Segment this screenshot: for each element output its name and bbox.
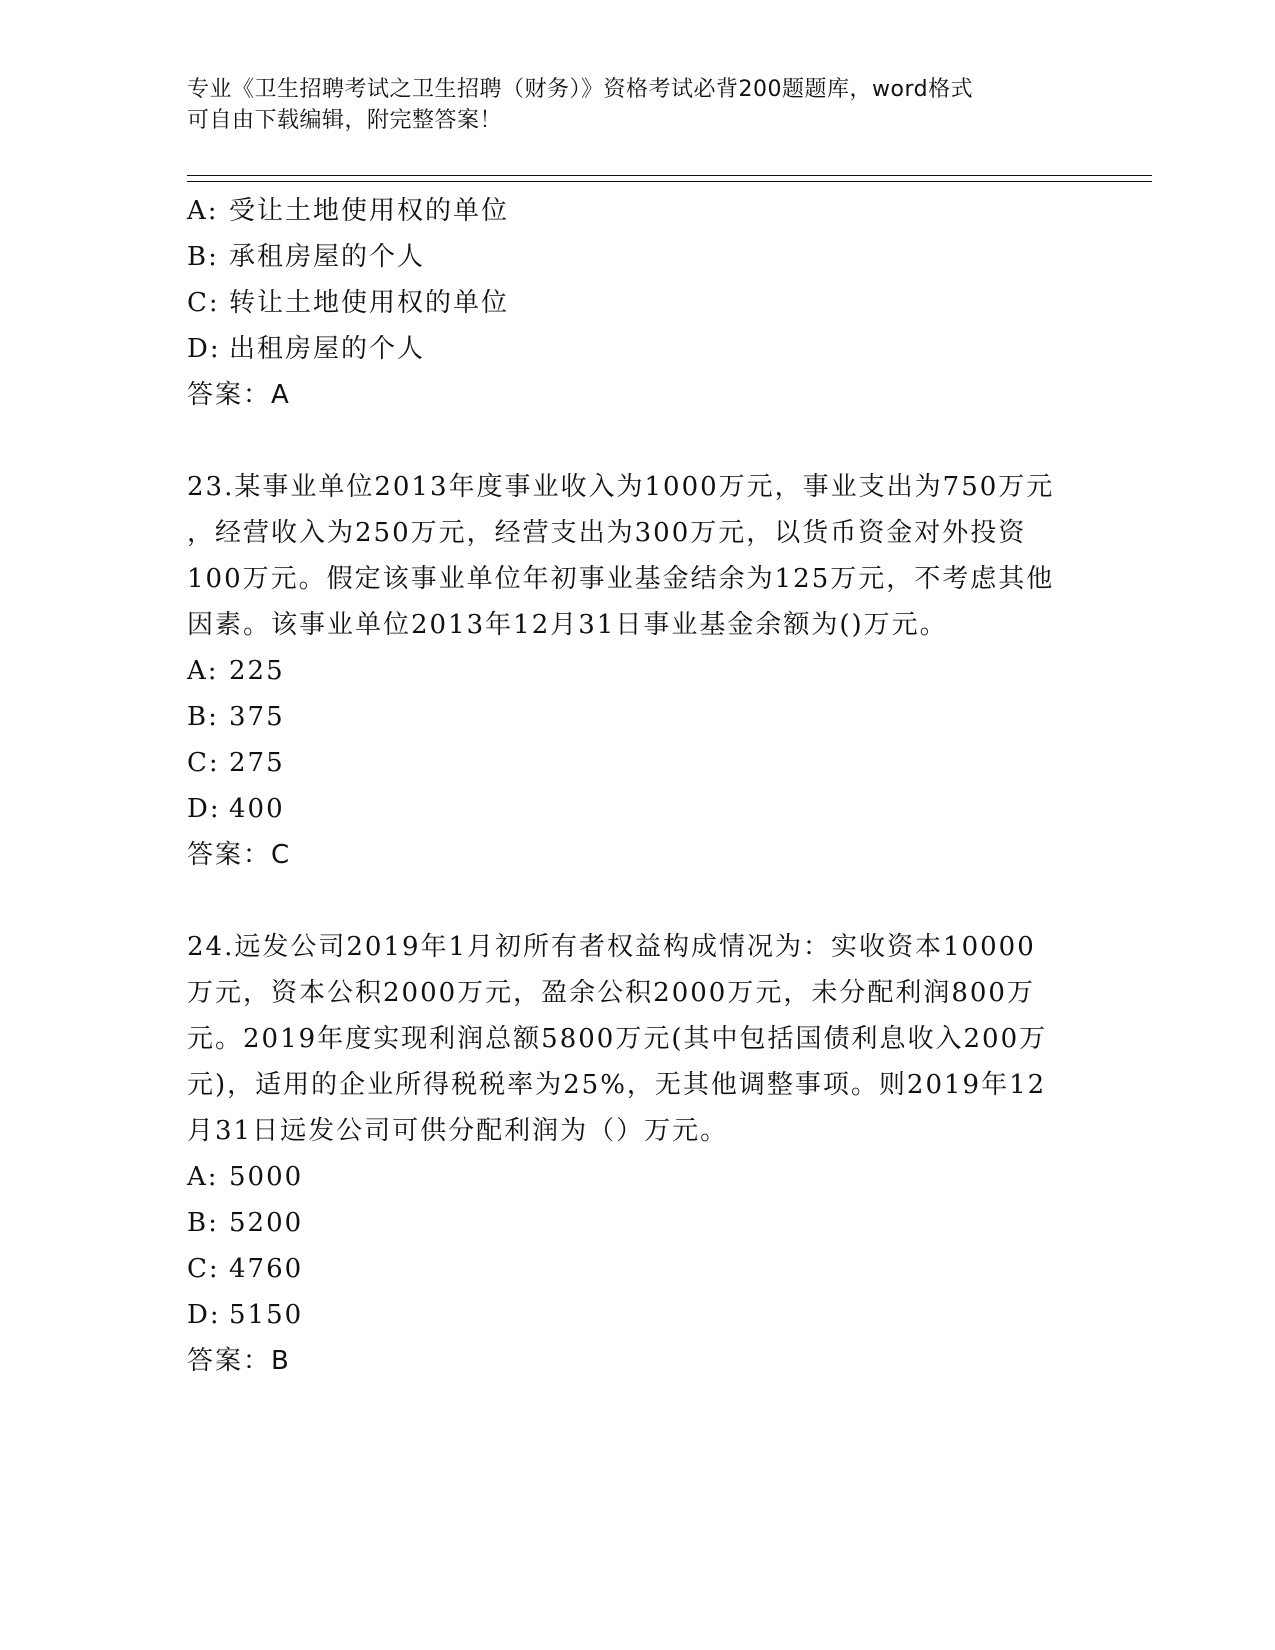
option-label: B:	[187, 242, 219, 272]
option-label: B:	[187, 1208, 219, 1238]
question-23	[187, 464, 1087, 878]
document-header	[187, 74, 1087, 136]
question-text-line: ，经营收入为250万元，经营支出为300万元，以货币资金对外投资	[187, 518, 1027, 548]
option-row	[187, 1154, 1087, 1200]
header-line-1: 专业《卫生招聘考试之卫生招聘（财务）》资格考试必背200题题库，word格式	[187, 77, 974, 102]
header-divider-bottom	[187, 181, 1152, 182]
option-row	[187, 234, 1087, 280]
option-text: 受让土地使用权的单位	[229, 196, 510, 226]
answer-line: 答案：B	[187, 1346, 291, 1376]
option-text: 转让土地使用权的单位	[229, 288, 510, 318]
answer-line: 答案：C	[187, 840, 292, 870]
option-row	[187, 786, 1087, 832]
header-line-2: 可自由下载编辑，附完整答案！	[187, 108, 503, 133]
option-label: D:	[187, 794, 221, 824]
option-label: C:	[187, 748, 220, 778]
question-text-line: 24.远发公司2019年1月初所有者权益构成情况为：实收资本10000	[187, 932, 1036, 962]
question-24	[187, 924, 1087, 1384]
question-22	[187, 188, 1087, 418]
question-text-line: 23.某事业单位2013年度事业收入为1000万元，事业支出为750万元	[187, 472, 1055, 502]
option-text: 400	[229, 794, 285, 824]
option-text: 4760	[229, 1254, 304, 1284]
option-text: 5150	[229, 1300, 304, 1330]
question-text-line: 因素。该事业单位2013年12月31日事业基金余额为()万元。	[187, 610, 948, 640]
answer-line: 答案：A	[187, 380, 291, 410]
option-text: 275	[229, 748, 285, 778]
question-body	[187, 188, 1087, 1384]
option-row	[187, 326, 1087, 372]
option-row	[187, 280, 1087, 326]
option-row	[187, 1292, 1087, 1338]
spacer	[187, 418, 1087, 464]
option-text: 5200	[229, 1208, 304, 1238]
question-text-line: 元。2019年度实现利润总额5800万元(其中包括国债利息收入200万	[187, 1024, 1048, 1054]
option-text: 承租房屋的个人	[229, 242, 426, 272]
option-row	[187, 1200, 1087, 1246]
option-label: D:	[187, 1300, 221, 1330]
option-label: A:	[187, 656, 219, 686]
question-text-line: 月31日远发公司可供分配利润为（）万元。	[187, 1116, 729, 1146]
option-label: C:	[187, 288, 220, 318]
option-label: B:	[187, 702, 219, 732]
question-text-line: 万元，资本公积2000万元，盈余公积2000万元，未分配利润800万	[187, 978, 1035, 1008]
option-row	[187, 648, 1087, 694]
option-label: D:	[187, 334, 221, 364]
option-text: 225	[229, 656, 285, 686]
option-label: A:	[187, 1162, 219, 1192]
question-text-line: 100万元。假定该事业单位年初事业基金结余为125万元，不考虑其他	[187, 564, 1055, 594]
option-label: C:	[187, 1254, 220, 1284]
option-row	[187, 740, 1087, 786]
header-divider-top	[187, 175, 1152, 176]
option-text: 出租房屋的个人	[229, 334, 426, 364]
option-row	[187, 1246, 1087, 1292]
spacer	[187, 878, 1087, 924]
option-text: 5000	[229, 1162, 304, 1192]
option-row	[187, 188, 1087, 234]
option-row	[187, 694, 1087, 740]
option-label: A:	[187, 196, 219, 226]
question-text-line: 元)，适用的企业所得税税率为25%，无其他调整事项。则2019年12	[187, 1070, 1047, 1100]
option-text: 375	[229, 702, 285, 732]
